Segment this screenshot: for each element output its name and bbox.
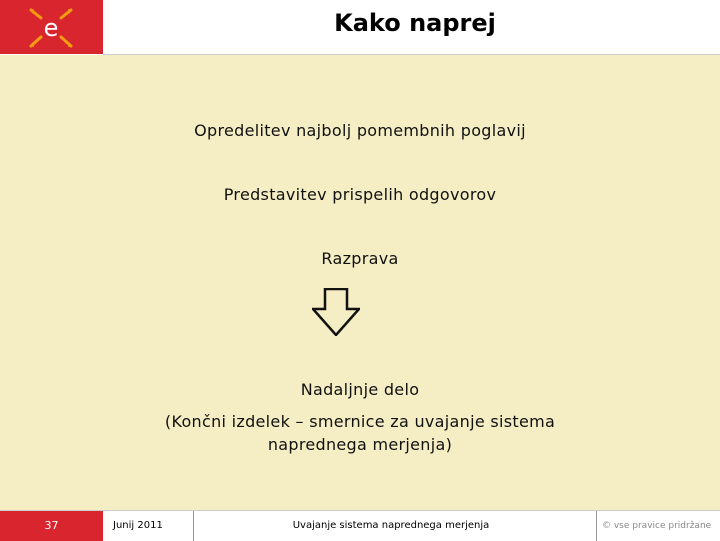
content-line-responses: Predstavitev prispelih odgovorov — [223, 185, 497, 204]
footer-date: Junij 2011 — [105, 511, 194, 541]
logo-icon — [26, 4, 76, 50]
content-line-final-product-cont: naprednega merjenja) — [267, 435, 453, 454]
content-line-discussion: Razprava — [321, 249, 399, 268]
content-line-final-product: (Končni izdelek – smernice za uvajanje sistema — [164, 412, 556, 431]
slide-content — [0, 55, 720, 510]
logo-letter: e — [43, 14, 59, 42]
logo — [0, 0, 103, 54]
down-arrow-icon — [312, 288, 360, 336]
title-bar — [103, 0, 720, 55]
page-title: Kako naprej — [334, 9, 496, 37]
footer-subject: Uvajanje sistema naprednega merjenja — [186, 511, 597, 541]
footer — [0, 510, 720, 541]
content-line-chapters: Opredelitev najbolj pomembnih poglavij — [194, 121, 526, 140]
footer-copyright: © vse pravice pridržane — [602, 521, 712, 531]
content-line-further-work: Nadaljnje delo — [300, 380, 420, 399]
page-number: 37 — [0, 511, 103, 541]
